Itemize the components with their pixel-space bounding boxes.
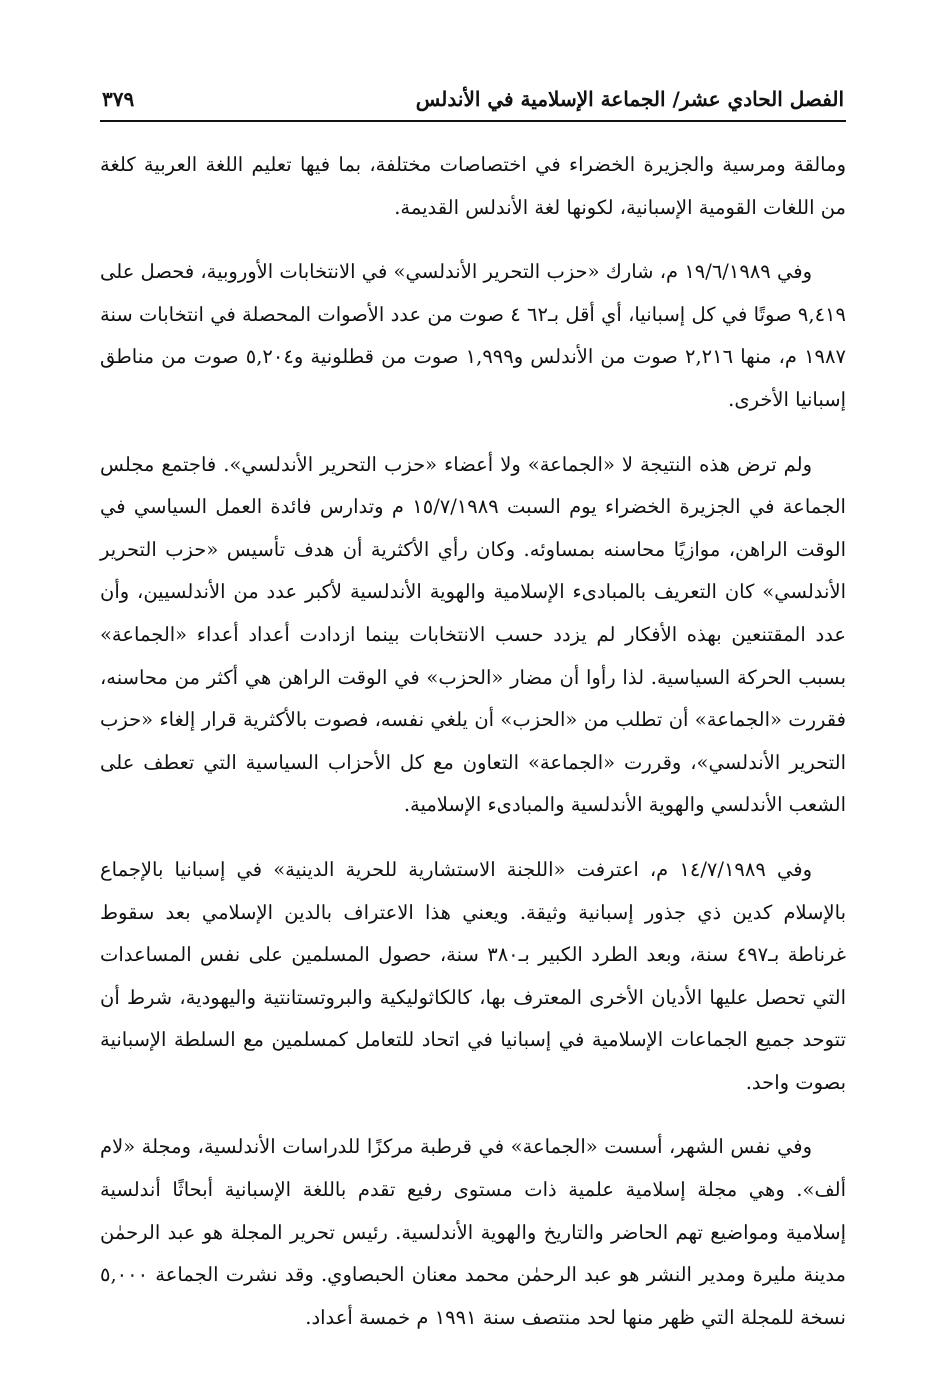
paragraph-continuation: ومالقة ومرسية والجزيرة الخضراء في اختصاصات مختلفة، بما فيها تعليم اللغة العربية كلغة من اللغات القومية الإسبانية، لكونها لغة الأندلس القديمة. xyxy=(100,153,846,219)
paragraph-party-dissolution: ولم ترض هذه النتيجة لا «الجماعة» ولا أعضاء «حزب التحرير الأندلسي». فاجتمع مجلس الجماعة في الجزيرة الخضراء يوم السبت ١٥/٧/١٩٨٩ م وتدارس فائدة العمل السياسي في الوقت الراهن، موازيًا محاسنه بمساوئه. وكان رأي الأكثرية أن هدف تأسيس «حزب التحرير الأندلسي» كان التعريف بالمبادىء الإسلامية والهوية الأندلسية لأكبر عدد من الأندلسيين، وأن عدد المقتنعين بهذه الأفكار لم يزدد حسب الانتخابات بينما ازدادت أعداد أعداء «الجماعة» بسبب الحركة السياسية. لذا رأوا أن مضار «الحزب» في الوقت الراهن هي أكثر من محاسنه، فقررت «الجماعة» أن تطلب من «الحزب» أن يلغي نفسه، فصوت بالأكثرية قرار إلغاء «حزب التحرير الأندلسي»، وقررت «الجماعة» التعاون مع كل الأحزاب السياسية التي تعطف على الشعب الأندلسي والهوية الأندلسية والمبادىء الإسلامية. xyxy=(100,452,846,817)
paragraph-religious-recognition: وفي ١٤/٧/١٩٨٩ م، اعترفت «اللجنة الاستشارية للحرية الدينية» في إسبانيا بالإجماع بالإسلام كدين ذي جذور إسبانية وثيقة. ويعني هذا الاعتراف بالدين الإسلامي بعد سقوط غرناطة بـ٤٩٧ سنة، وبعد الطرد الكبير بـ٣٨٠ سنة، حصول المسلمين على نفس المساعدات التي تحصل عليها الأديان الأخرى المعترف بها، كالكاثوليكية والبروتستانتية واليهودية، شرط أن تتوحد جميع الجماعات الإسلامية في إسبانيا في اتحاد للتعامل كمسلمين مع السلطة الإسبانية بصوت واحد. xyxy=(100,857,847,1094)
running-header xyxy=(100,84,846,122)
paragraph-european-elections: وفي ١٩/٦/١٩٨٩ م، شارك «حزب التحرير الأندلسي» في الانتخابات الأوروبية، فحصل على ٩,٤١٩ صوتًا في كل إسبانيا، أي أقل بـ٦٢ ٤ صوت من عدد الأصوات المحصلة في انتخابات سنة ١٩٨٧ م، منها ٢,٢١٦ صوت من الأندلس و١,٩٩٩ صوت من قطلونية و٥,٢٠٤ صوت من مناطق إسبانيا الأخرى. xyxy=(100,260,846,411)
page-number: ٣٧٩ xyxy=(102,87,135,111)
book-page xyxy=(100,84,846,1361)
body-text xyxy=(100,144,846,1339)
chapter-title: الفصل الحادي عشر/ الجماعة الإسلامية في الأندلس xyxy=(415,87,844,111)
paragraph-lam-alif-magazine: وفي نفس الشهر، أسست «الجماعة» في قرطبة مركزًا للدراسات الأندلسية، ومجلة «لام ألف». وهي مجلة إسلامية علمية ذات مستوى رفيع تقدم باللغة الإسبانية أبحاثًا أندلسية إسلامية ومواضيع تهم الحاضر والتاريخ والهوية الأندلسية. رئيس تحرير المجلة هو عبد الرحمٰن مدينة مليرة ومدير النشر هو عبد الرحمٰن محمد معنان الحبصاوي. وقد نشرت الجماعة ٥,٠٠٠ نسخة للمجلة التي ظهر منها لحد منتصف سنة ١٩٩١ م خمسة أعداد. xyxy=(100,1135,846,1329)
